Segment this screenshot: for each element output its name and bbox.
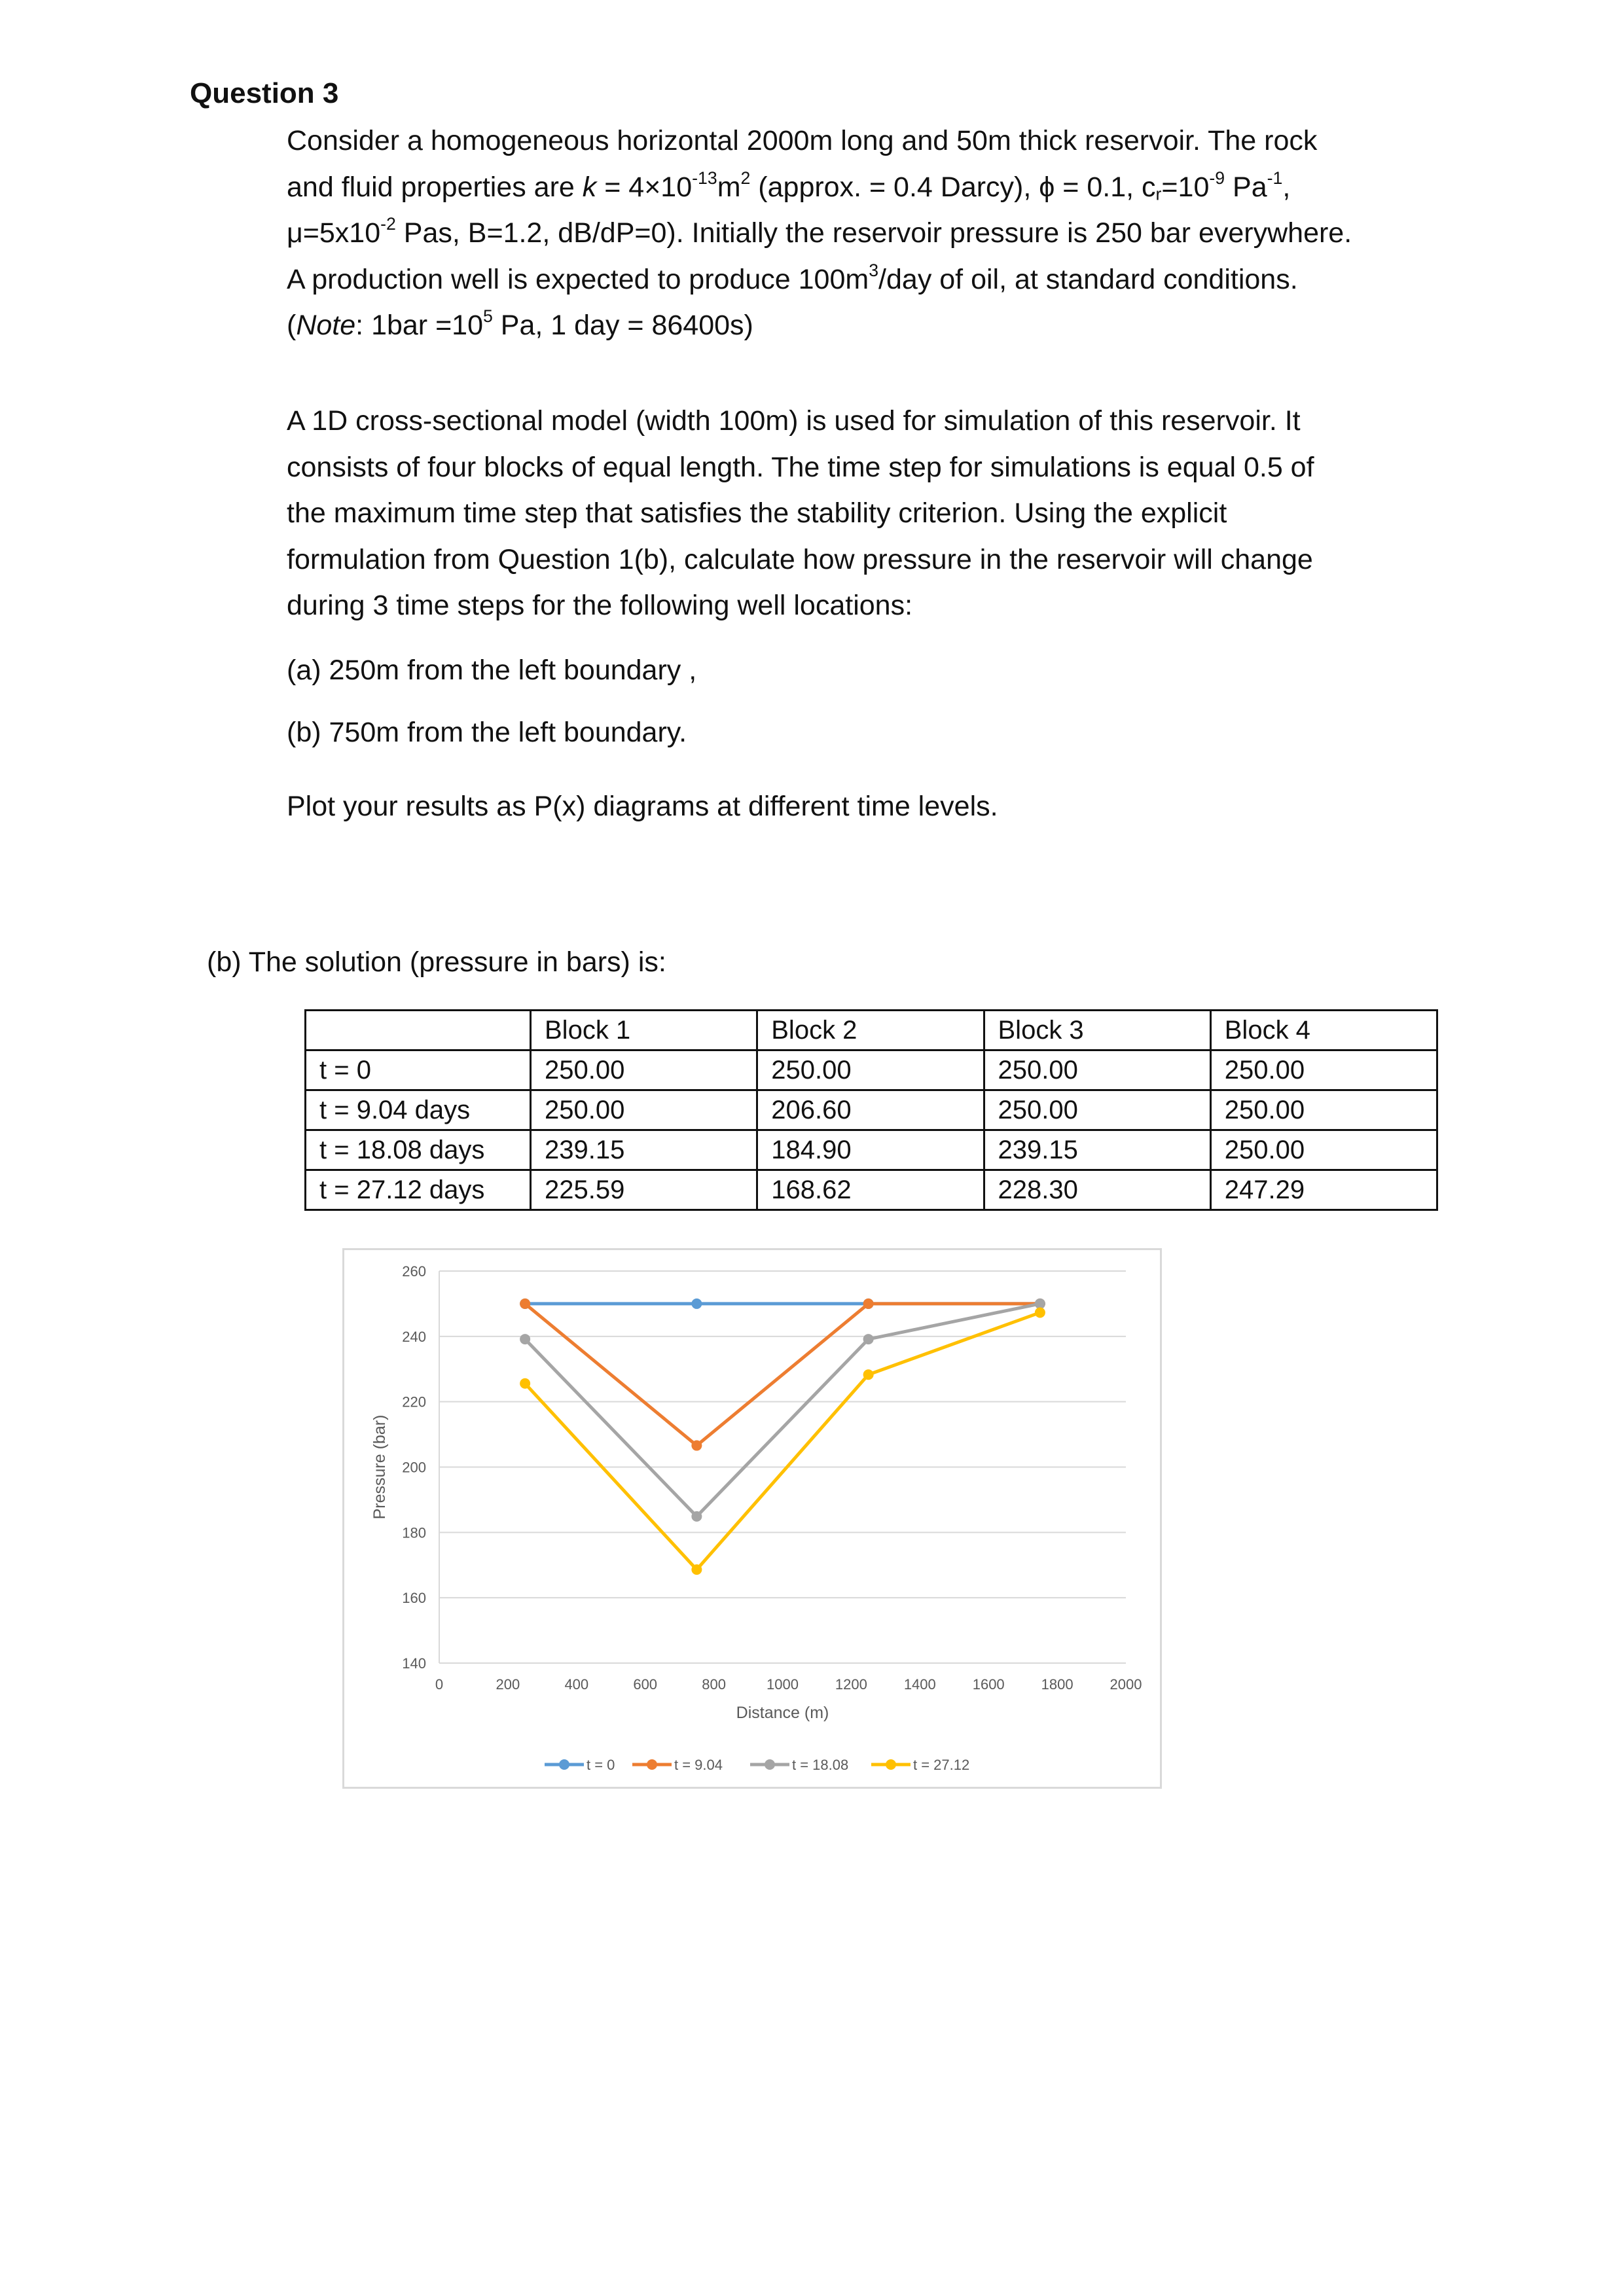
table-cell: 250.00 <box>1210 1050 1437 1090</box>
table-header-cell: Block 4 <box>1210 1011 1437 1050</box>
y-axis-title: Pressure (bar) <box>370 1414 389 1520</box>
table-cell: 239.15 <box>984 1130 1210 1170</box>
problem-line-4: A production well is expected to produce $100m^3$/day of oil, at standard conditions. <box>287 260 1298 295</box>
x-tick-label: 1400 <box>903 1676 936 1693</box>
table-row <box>306 1090 1437 1130</box>
table-row <box>306 1130 1437 1170</box>
x-tick-label: 400 <box>564 1676 589 1693</box>
table-row-label: t = 9.04 days <box>306 1090 531 1130</box>
model-line-5: during 3 time steps for the following well locations: <box>287 590 913 621</box>
x-tick-label: 0 <box>435 1676 444 1693</box>
table-row <box>306 1050 1437 1090</box>
pressure-results-table <box>304 1009 1438 1211</box>
table-cell: 250.00 <box>1210 1090 1437 1130</box>
x-tick-label: 1800 <box>1041 1676 1074 1693</box>
y-tick-label: 240 <box>402 1328 426 1345</box>
legend-label: t = 18.08 <box>792 1757 849 1773</box>
y-tick-label: 200 <box>402 1459 426 1476</box>
series-line <box>525 1312 1040 1570</box>
data-point <box>520 1378 530 1389</box>
data-point <box>520 1299 530 1309</box>
data-point <box>863 1334 874 1344</box>
table-header-cell: Block 1 <box>531 1011 757 1050</box>
table-cell: 250.00 <box>1210 1130 1437 1170</box>
data-point <box>520 1334 530 1344</box>
table-header-cell <box>306 1011 531 1050</box>
table-cell: 250.00 <box>984 1090 1210 1130</box>
data-point <box>691 1511 702 1522</box>
table-cell: 247.29 <box>1210 1170 1437 1210</box>
data-point <box>1035 1307 1045 1318</box>
y-tick-label: 160 <box>402 1590 426 1607</box>
well-location-a: (a) 250m from the left boundary , <box>287 655 697 686</box>
well-location-b: (b) 750m from the left boundary. <box>287 717 687 748</box>
table-row <box>306 1170 1437 1210</box>
table-cell: 250.00 <box>757 1050 984 1090</box>
x-tick-label: 200 <box>496 1676 520 1693</box>
problem-statement <box>287 118 1352 349</box>
legend-marker <box>886 1759 896 1770</box>
legend-label: t = 9.04 <box>674 1757 723 1773</box>
x-tick-label: 1200 <box>835 1676 867 1693</box>
legend-label: t = 0 <box>586 1757 615 1773</box>
table-cell: 225.59 <box>531 1170 757 1210</box>
problem-line-2: and fluid properties are $k = 4\times 10^{-13}m^2$ (approx. = 0.4 Darcy), ϕ = 0.1, $c_r=10^{-9}$ $Pa^{-1}$, <box>287 168 1291 204</box>
table-row-label: t = 0 <box>306 1050 531 1090</box>
legend-marker <box>559 1759 569 1770</box>
problem-line-3: $\mu=5x10^{-2}$ Pas, B=1.2, dB/dP=0). Initially the reservoir pressure is 250 bar everywhere. <box>287 213 1352 249</box>
table-header-cell: Block 3 <box>984 1011 1210 1050</box>
data-point <box>691 1441 702 1451</box>
legend-marker <box>647 1759 657 1770</box>
table-cell: 250.00 <box>531 1090 757 1130</box>
plot-instruction: Plot your results as P(x) diagrams at different time levels. <box>287 791 998 822</box>
table-cell: 184.90 <box>757 1130 984 1170</box>
model-description <box>287 398 1314 629</box>
table-row-label: t = 27.12 days <box>306 1170 531 1210</box>
x-tick-label: 1600 <box>972 1676 1005 1693</box>
table-cell: 228.30 <box>984 1170 1210 1210</box>
x-tick-label: 600 <box>633 1676 658 1693</box>
series-line <box>525 1304 1040 1446</box>
x-axis-title: Distance (m) <box>736 1704 829 1722</box>
x-tick-label: 1000 <box>767 1676 799 1693</box>
y-tick-label: 180 <box>402 1524 426 1541</box>
table-cell: 168.62 <box>757 1170 984 1210</box>
pressure-chart-svg <box>344 1250 1160 1787</box>
problem-line-1: Consider a homogeneous horizontal 2000m long and 50m thick reservoir. The rock <box>287 125 1318 156</box>
data-point <box>691 1564 702 1575</box>
series-line <box>525 1304 1040 1516</box>
model-line-3: the maximum time step that satisfies the stability criterion. Using the explicit <box>287 497 1227 529</box>
question-title: Question 3 <box>190 77 339 109</box>
table-cell: 250.00 <box>531 1050 757 1090</box>
data-point <box>863 1299 874 1309</box>
table-cell: 206.60 <box>757 1090 984 1130</box>
solution-heading: (b) The solution (pressure in bars) is: <box>207 946 666 978</box>
y-tick-label: 140 <box>402 1655 426 1672</box>
y-tick-label: 220 <box>402 1393 426 1410</box>
table-cell: 250.00 <box>984 1050 1210 1090</box>
legend-label: t = 27.12 <box>913 1757 970 1773</box>
y-tick-label: 260 <box>402 1263 426 1280</box>
pressure-chart <box>342 1248 1162 1789</box>
problem-line-5: (Note: $1bar =10^5$ Pa, 1 day = 86400s) <box>287 306 753 341</box>
table-row-label: t = 18.08 days <box>306 1130 531 1170</box>
model-line-1: A 1D cross-sectional model (width 100m) is used for simulation of this reservoir. It <box>287 405 1301 437</box>
data-point <box>863 1369 874 1380</box>
model-line-4: formulation from Question 1(b), calculate how pressure in the reservoir will change <box>287 543 1313 575</box>
model-line-2: consists of four blocks of equal length. The time step for simulations is equal 0.5 of <box>287 451 1314 483</box>
table-cell: 239.15 <box>531 1130 757 1170</box>
table-header-row <box>306 1011 1437 1050</box>
x-tick-label: 800 <box>702 1676 726 1693</box>
x-tick-label: 2000 <box>1110 1676 1142 1693</box>
legend-marker <box>765 1759 775 1770</box>
data-point <box>691 1299 702 1309</box>
table-header-cell: Block 2 <box>757 1011 984 1050</box>
